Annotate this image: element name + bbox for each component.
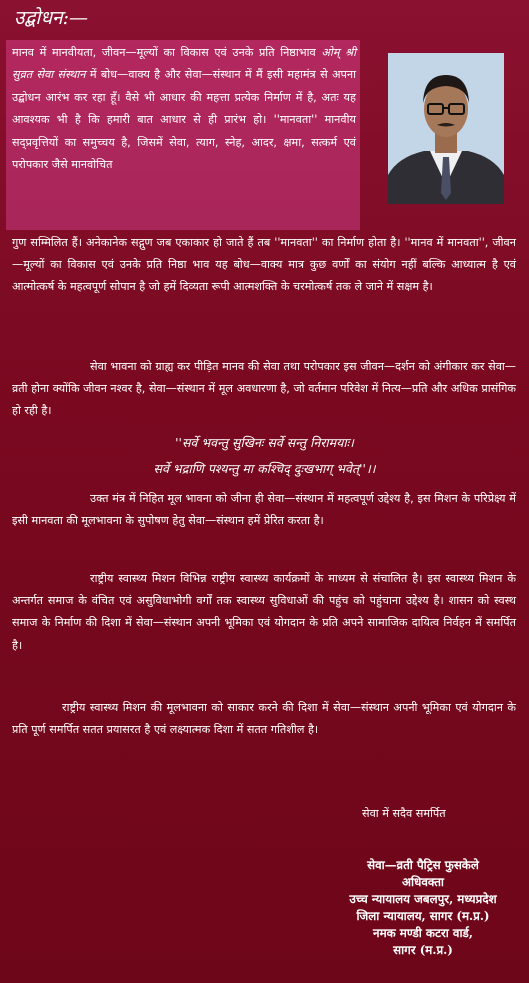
signature-block bbox=[318, 857, 528, 959]
intro-text-start: मानव में मानवीयता, जीवन—मूल्यों का विकास एवं उनके प्रति निष्ठाभाव bbox=[12, 46, 322, 59]
paragraph-5: राष्ट्रीय स्वास्थ्य मिशन की मूलभावना को साकार करने की दिशा में सेवा—संस्थान अपनी भूमिका एवं योगदान के प्रति पूर्ण समर्पित सतत प्रयासरत है एवं लक्ष्यात्मक दिशा में सतत गतिशील है। bbox=[12, 701, 516, 737]
author-photo bbox=[388, 53, 504, 204]
institution-name: ओम् श्री सुव्रत सेवा संस्थान bbox=[12, 46, 356, 82]
signature-court-1: उच्च न्यायालय जबलपुर, मध्यप्रदेश bbox=[349, 892, 497, 906]
signature-court-2: जिला न्यायालय, सागर (म.प्र.) bbox=[356, 909, 490, 923]
signature-title: अधिवक्ता bbox=[402, 875, 444, 889]
mantra-line-2: सर्वे भद्राणि पश्यन्तु मा कश्चिद् दुःखभाग् भवेत्''।। bbox=[153, 461, 376, 476]
intro-paragraph bbox=[12, 42, 356, 176]
mantra-line-1: ''सर्वे भवन्तु सुखिनः सर्वे सन्तु निरामयाः। bbox=[175, 435, 354, 450]
paragraph-1-continued: गुण सम्मिलित हैं। अनेकानेक सद्गुण जब एकाकार हो जाते हैं तब ''मानवता'' का निर्माण होता है। ''मानव में मानवता'', जीवन—मूल्यों का विकास एवं उनके प्रति निष्ठा भाव यह बोध—वाक्य मात्र कुछ वर्णों का संयोग नहीं बल्कि आध्यात्म है एवं आत्मोत्कर्ष के महत्वपूर्ण सोपान है जो हमें दिव्यता रूपी आत्मशक्ति के चरमोत्कर्ष तक ले जाने में सक्षम है। bbox=[12, 236, 516, 294]
paragraph-3: उक्त मंत्र में निहित मूल भावना को जीना ही सेवा—संस्थान में महत्वपूर्ण उद्देश्य है, इस मिशन के परिप्रेक्ष्य में इसी मानवता की मूलभावना के सुपोषण हेतु सेवा—संस्थान हमें प्रेरित करता है। bbox=[12, 492, 516, 528]
paragraph-4: राष्ट्रीय स्वास्थ्य मिशन विभिन्न राष्ट्रीय स्वास्थ्य कार्यक्रमों के माध्यम से संचालित है। इस स्वास्थ्य मिशन के अन्तर्गत समाज के वंचित एवं असुविधाभोगी वर्गों तक स्वास्थ्य सुविधाओं की पहुंच को पहुंचाना उद्देश्य है। शासन को स्वस्थ समाज के निर्माण की दिशा में सेवा—संस्थान अपनी भूमिका एवं योगदान के प्रति अपने सामाजिक दायित्व निर्वहन में समर्पित है। bbox=[12, 572, 516, 652]
signature-address-2: सागर (म.प्र.) bbox=[393, 943, 453, 957]
signature-name: सेवा—व्रती पैट्रिस फुसकेले bbox=[367, 858, 479, 872]
closing-line: सेवा में सदैव समर्पित bbox=[362, 807, 446, 820]
page-heading: उद्बोधन:— bbox=[14, 7, 88, 29]
signature-address-1: नमक मण्डी कटरा वार्ड, bbox=[373, 926, 473, 940]
paragraph-2: सेवा भावना को ग्राह्य कर पीड़ित मानव की सेवा तथा परोपकार इस जीवन—दर्शन को अंगीकार कर सेवा—व्रती होना क्योंकि जीवन नश्वर है, सेवा—संस्थान में मूल अवधारणा है, जो वर्तमान परिवेश में नित्य—प्रति और अधिक प्रासंगिक हो रही है। bbox=[12, 360, 516, 418]
intro-text-end: में बोध—वाक्य है और सेवा—संस्थान में मैं इसी महामंत्र से अपना उद्बोधन आरंभ कर रहा हूँ। वैसे भी आधार की महत्ता प्रत्येक निर्माण में है, अतः यह आवश्यक भी है कि हमारी बात आधार से ही प्रारंभ हो। ''मानवता'' मानवीय सद्प्रवृत्तियों का समुच्चय है, जिसमें सेवा, त्याग, स्नेह, आदर, क्षमा, सत्कर्म एवं परोपकार जैसे मानवोचित bbox=[12, 68, 356, 172]
